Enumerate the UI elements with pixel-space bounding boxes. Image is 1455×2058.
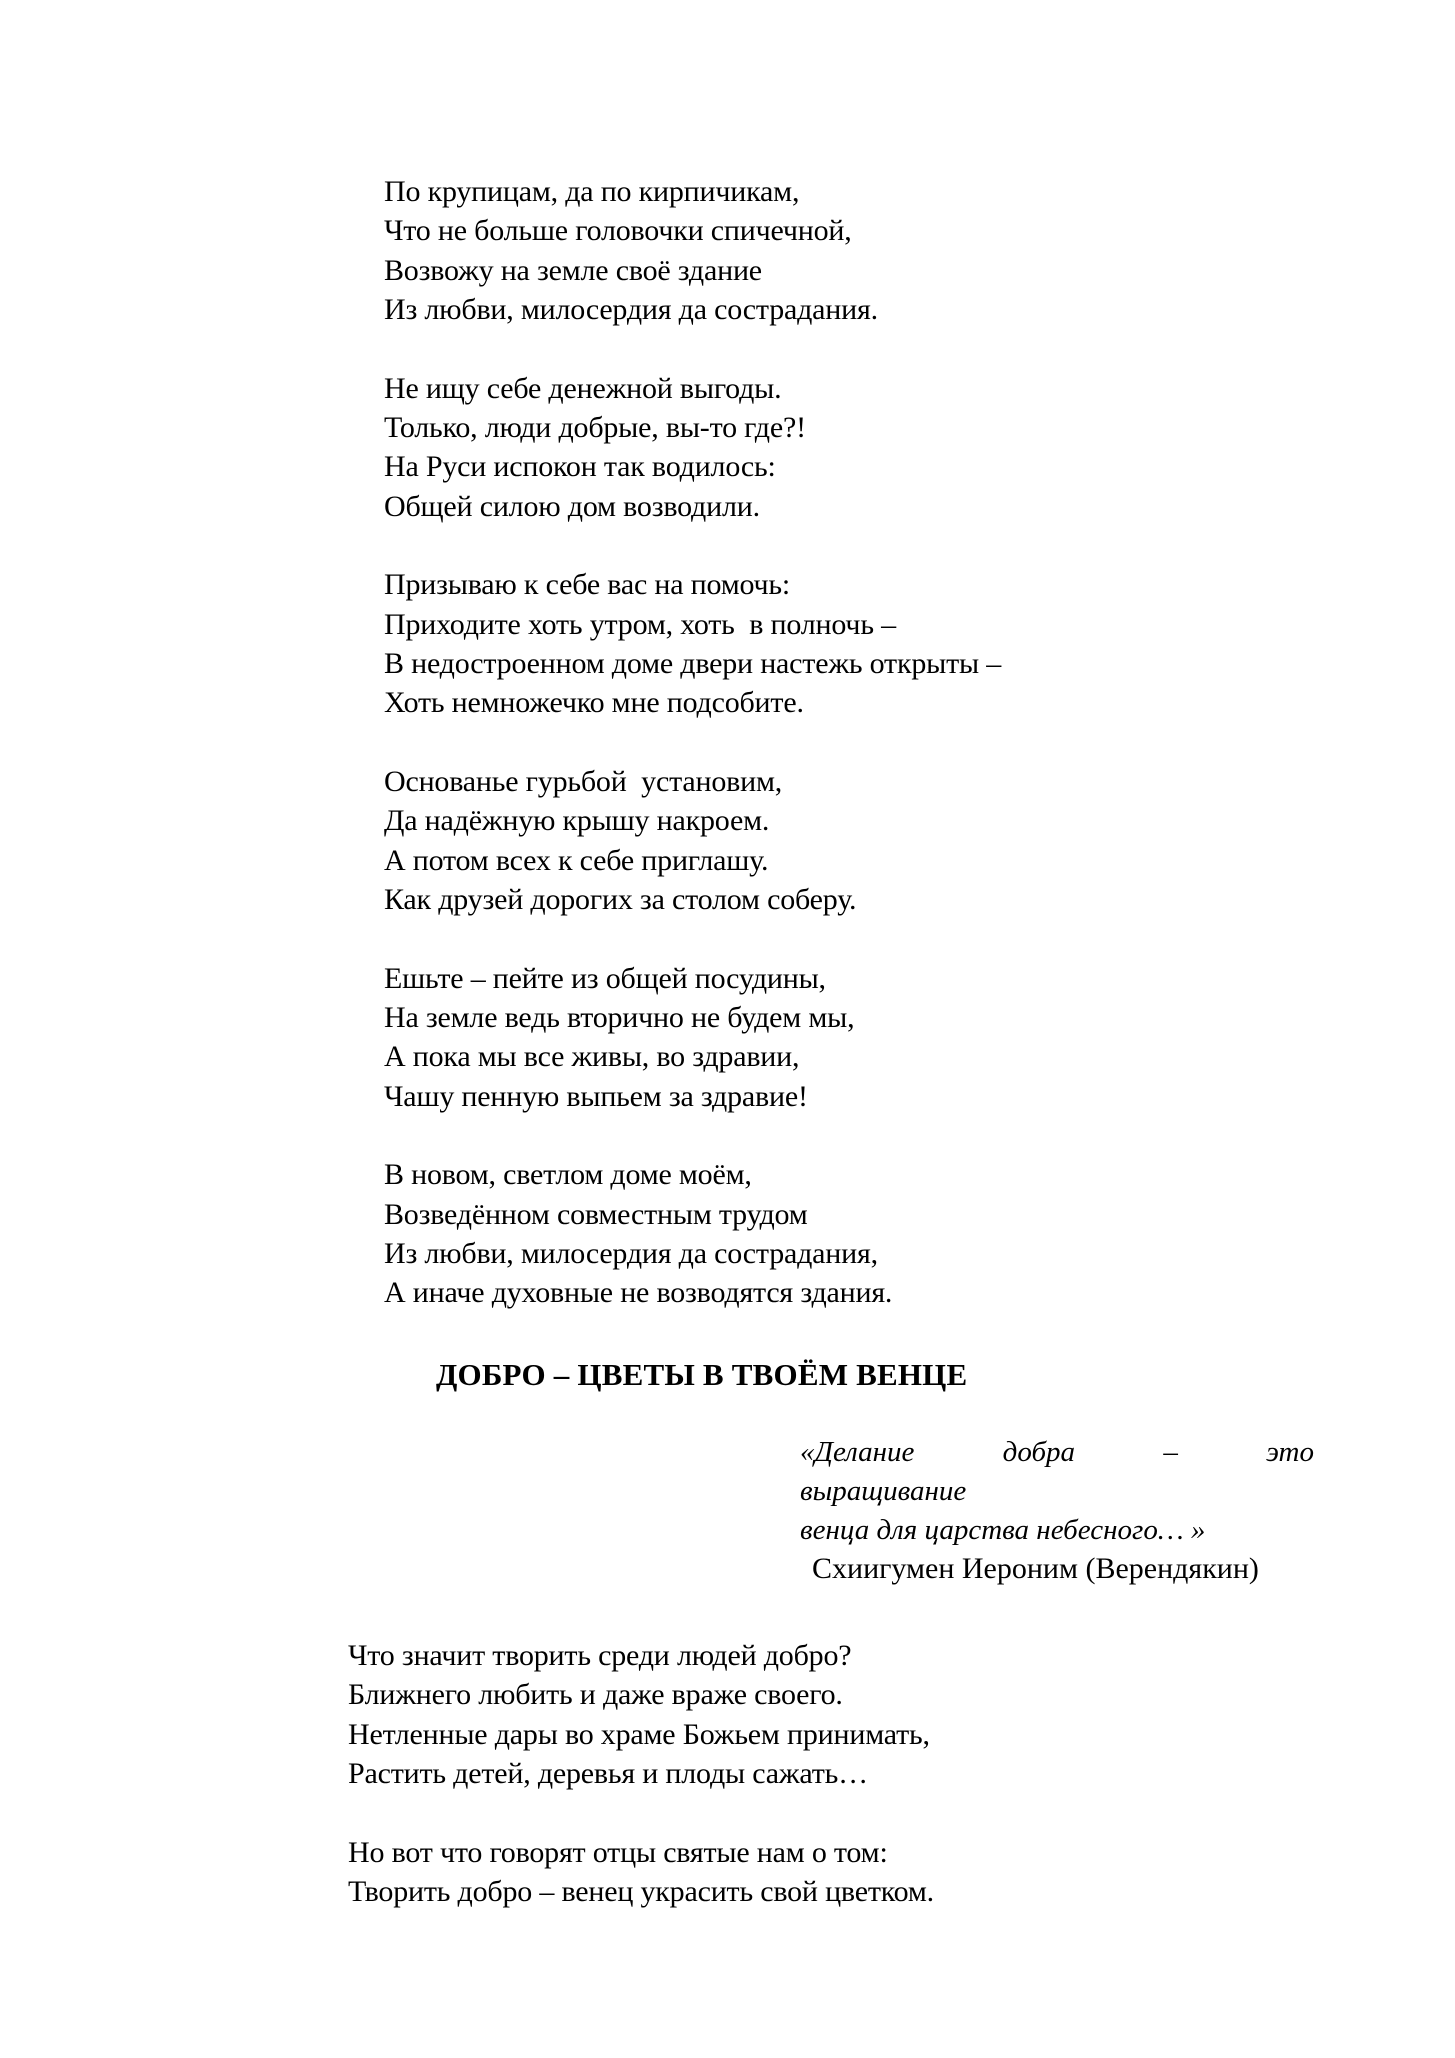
stanza [384,565,1184,723]
poem-line: Общей силою дом возводили. [384,489,760,523]
stanza [384,762,1184,920]
epigraph-line [800,1433,1314,1472]
poem-line: А потом всех к себе приглашу. [384,843,769,877]
poem-line: Приходите хоть утром, хоть в полночь – [384,607,896,641]
poem-line: А иначе духовные не возводятся здания. [384,1276,893,1310]
poem-line: Да надёжную крышу накроем. [384,804,770,838]
epigraph-word: «Делание [800,1436,915,1468]
poem-line: Творить добро – венец украсить свой цветком. [348,1875,934,1909]
stanza [384,959,1184,1117]
poem-line: А пока мы все живы, во здравии, [384,1040,800,1074]
stanza [348,1636,1148,1794]
poem-line: Но вот что говорят отцы святые нам о том: [348,1835,888,1869]
poem-good-deeds [348,1636,1148,1950]
poem-line: В недостроенном доме двери настежь открыты – [384,647,1002,681]
poem-line: На земле ведь вторично не будем мы, [384,1000,855,1034]
poem-line: Как друзей дорогих за столом соберу. [384,883,857,917]
epigraph [800,1433,1314,1588]
stanza [384,369,1184,527]
poem-line: Из любви, милосердия да сострадания. [384,293,878,327]
poem-line: Что не больше головочки спичечной, [384,214,852,248]
poem-line: Не ищу себе денежной выгоды. [384,371,782,405]
poem-line: Что значит творить среди людей добро? [348,1639,852,1672]
poem-line: Растить детей, деревья и плоды сажать… [348,1757,868,1791]
poem-line: В новом, светлом доме моём, [384,1158,752,1192]
stanza [384,172,1184,330]
epigraph-attribution: Схиигумен Иероним (Верендякин) [812,1552,1259,1585]
epigraph-line: выращивание [800,1475,967,1507]
poem-building-house [384,172,1184,1352]
poem-line: По крупицам, да по кирпичикам, [384,175,800,208]
stanza [384,1155,1184,1313]
poem-line: На Руси испокон так водилось: [384,450,776,484]
poem-line: Нетленные дары во храме Божьем принимать, [348,1717,930,1751]
epigraph-word: – [1163,1436,1178,1468]
epigraph-word: это [1266,1436,1314,1468]
poem-line: Возведённом совместным трудом [384,1197,808,1231]
poem-line: Чашу пенную выпьем за здравие! [384,1079,808,1113]
stanza [348,1833,1148,1912]
poem-line: Призываю к себе вас на помочь: [384,568,791,602]
poem-title: ДОБРО – ЦВЕТЫ В ТВОЁМ ВЕНЦЕ [436,1357,968,1392]
epigraph-word: добра [1002,1436,1076,1468]
poem-line: Из любви, милосердия да сострадания, [384,1236,878,1270]
poem-line: Ближнего любить и даже враже своего. [348,1678,843,1712]
poem-line: Хоть немножечко мне подсобите. [384,686,804,720]
poem-line: Только, люди добрые, вы-то где?! [384,411,806,445]
poem-line: Ешьте – пейте из общей посудины, [384,961,826,995]
epigraph-line: венца для царства небесного… » [800,1514,1206,1546]
poem-line: Возвожу на земле своё здание [384,253,762,287]
poem-line: Основанье гурьбой установим, [384,764,783,798]
